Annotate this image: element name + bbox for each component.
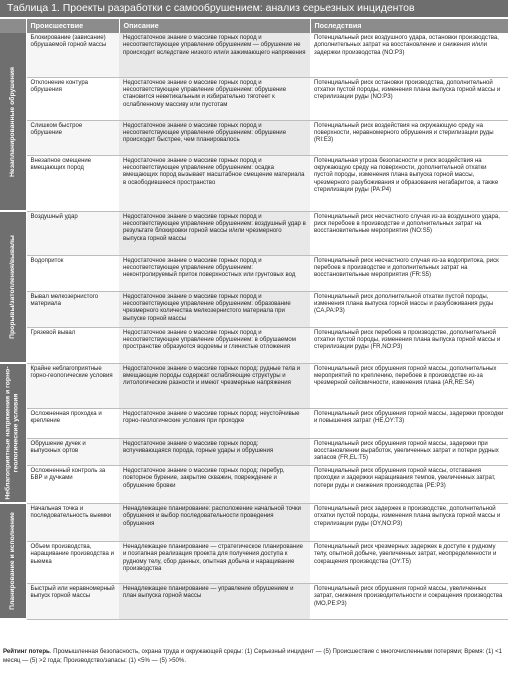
description-cell: Недостаточное знание о массиве горных пород и несоответствующее управление обрушением: осадка вмещающих пород вызывает масштабное смещение материала в освободившееся пространство (119, 155, 310, 211)
incident-cell: Объем производства, наращивание производства и выемка (26, 541, 119, 583)
category-cell (0, 211, 26, 363)
table-title: Таблица 1. Проекты разработки с самообрушением: анализ серьезных инцидентов (0, 0, 508, 17)
header-incident: Происшествие (26, 19, 119, 33)
consequence-cell: Потенциальный риск обрушения горной массы, задержки проходки и повышения затрат (HE,OY:T3) (310, 408, 508, 438)
description-cell: Недостаточное знание о массиве горных пород: перебур, повторное бурение, закрытие скважин, повреждение и обрушение бровки (119, 465, 310, 503)
consequence-cell: Потенциальный риск остановки производства, дополнительной отхатки пустой породы, изменения плана выпуска горной массы и стерилизации руды (NO:P3) (310, 77, 508, 120)
description-cell: Недостаточное знание о массиве горных пород: рудные тела и вмещающие породы содержат ослабляющие структуры и литологические разности и имеют чрезмерные напряжения (119, 363, 310, 408)
header-description: Описание (119, 19, 310, 33)
table-row (0, 120, 508, 155)
table-row (0, 211, 508, 255)
description-cell: Недостаточное знание о массиве горных пород и несоответствующее управление обрушением: обрушение становится неветикальным и избирательно тяготеет к ослабленному массиву или пустотам (119, 77, 310, 120)
header-consequence: Последствия (310, 19, 508, 33)
consequence-cell: Потенциальный риск дополнительной отхатки пустой породы, изменения плана выпуска горной массы и разубоживания руды (CA,PA:P3) (310, 291, 508, 327)
description-cell: Недостаточное знание о массиве горных пород и несоответствующее управление обрушением: неконтролируемый приток поверхностных или грунтовых вод (119, 255, 310, 291)
table-row (0, 33, 508, 77)
consequence-cell: Потенциальный риск несчастного случая из-за водопритока, риск перебоев в производстве и дополнительных затрат на восстановительные мероприятия (FR:S5) (310, 255, 508, 291)
incident-cell: Воздушный удар (26, 211, 119, 255)
table-row (0, 583, 508, 619)
incident-cell: Внезапное смещение вмещающих пород (26, 155, 119, 211)
incident-cell: Быстрый или неравномерный выпуск горной массы (26, 583, 119, 619)
description-cell: Ненадлежащее планирование — управление обрушением и план выпуска горной массы (119, 583, 310, 619)
consequence-cell: Потенциальный риск обрушения горной массы, увеличенных затрат, снижения производительности и сокращения производства (MO,PE:P3) (310, 583, 508, 619)
category-label: Неблагоприятные напряжения и горно-геологические условия (4, 366, 20, 500)
table-row (0, 255, 508, 291)
header-category (0, 19, 26, 33)
incident-cell: Слишком быстрое обрушение (26, 120, 119, 155)
table-row (0, 465, 508, 503)
category-cell (0, 363, 26, 503)
footer-note (3, 648, 505, 665)
description-cell: Недостаточное знание о массиве горных пород и несоответствующее управление обрушением — обрушение не происходит вследствие низкого или/и зажимающего напряжения (119, 33, 310, 77)
description-cell: Недостаточное знание о массиве горных пород: вспучивающаяся порода, горные удары и обрушения (119, 438, 310, 465)
consequence-cell: Потенциальный риск обрушения горной массы, дополнительных мероприятий по креплению, перебоев в производстве из-за чрезмерной сейсмичности, изменения плана (AR,RE:S4) (310, 363, 508, 408)
consequence-cell: Потенциальная угроза безопасности и риск воздействия на окружающую среду на поверхности, дополнительной отхатки пустой породы, изменения плана выпуска горной массы, чрезмерного разубоживания и образования негабаритов, а также стерилизации руды (PA:P4) (310, 155, 508, 211)
description-cell: Недостаточное знание о массиве горных пород и несоответствующее управление обрушением: в обрушаемом пространстве образуются водоемы и глинистые отложения (119, 327, 310, 363)
consequence-cell: Потенциальный риск задержек в производстве, дополнительной отхатки пустой породы, изменения плана выпуска горной массы и стерилизации руды (OY,NO:P3) (310, 503, 508, 541)
table-row (0, 438, 508, 465)
table-row (0, 541, 508, 583)
footer-label: Рейтинг потерь (3, 648, 50, 655)
consequence-cell: Потенциальный риск воздействия на окружающую среду на поверхности, неравномерного обрушения и стерилизации руды (RI:E3) (310, 120, 508, 155)
table-row (0, 408, 508, 438)
description-cell: Ненадлежащее планирование — стратегическое планирование и поэтапная реализация проекта для получения доступа к рудному телу, сбор данных, опытная добыча и наращивание производства (119, 541, 310, 583)
table-header-row (0, 19, 508, 33)
table-body (0, 33, 508, 619)
incident-cell: Осложненный контроль за БВР и дучками (26, 465, 119, 503)
incident-cell: Осложненная проходка и крепление (26, 408, 119, 438)
consequence-cell: Потенциальный риск обрушения горной массы, отставания проходки и задержки наращивания темпов, увеличенных затрат, потери руды и снижения производства (PE:P3) (310, 465, 508, 503)
incident-cell: Блокирование (зависание) обрушаемой горной массы (26, 33, 119, 77)
table-row (0, 77, 508, 120)
incident-cell: Отклонение контура обрушения (26, 77, 119, 120)
incident-cell: Вывал мелкозернистого материала (26, 291, 119, 327)
category-label: Планирование и исполнение (8, 512, 16, 611)
description-cell: Недостаточное знание о массиве горных пород и несоответствующее управление обрушением: обрушение происходит быстрее, чем планировалось (119, 120, 310, 155)
incident-cell: Водоприток (26, 255, 119, 291)
incident-cell: Начальная точка и последовательность выемки (26, 503, 119, 541)
incident-table-container (0, 19, 508, 644)
table-row (0, 155, 508, 211)
incident-cell: Грязевой вывал (26, 327, 119, 363)
description-cell: Ненадлежащее планирование: расположение начальной точки обрушения и выбор последовательности проведения обрушения (119, 503, 310, 541)
table-row (0, 327, 508, 363)
consequence-cell: Потенциальный риск обрушения горной массы, задержки при восстановлении выработок, увеличенных затрат и потери рудных запасов (FR,EL:T5) (310, 438, 508, 465)
incident-table (0, 19, 508, 620)
table-row (0, 503, 508, 541)
consequence-cell: Потенциальный риск воздушного удара, остановки производства, дополнительных затрат на восстановление и снижения и/или задержки производства (NO:P3) (310, 33, 508, 77)
consequence-cell: Потенциальный риск перебоев в производстве, дополнительной отхатки пустой породы, изменения плана выпуска горной массы и стерилизации руды (FR,NO:P3) (310, 327, 508, 363)
table-row (0, 363, 508, 408)
footer-text: . Промышленная безопасность, охрана труда и окружающей среды: (1) Серьезный инцидент — (5) Происшествие с многочисленными потерями; Время: (1) <1 месяц — (5) >2 года; Производство/запасы: (1) <5% — (5) >50%. (3, 648, 503, 664)
consequence-cell: Потенциальный риск несчастного случая из-за воздушного удара, риск перебоев в производстве и дополнительных затрат на восстановительные мероприятия (NO:S5) (310, 211, 508, 255)
description-cell: Недостаточное знание о массиве горных пород и несоответствующее управление обрушением: образование чрезмерного количества мелкозернистого материала при выпуске горной массы (119, 291, 310, 327)
category-label: Прорывы/затопления/вывалы (8, 235, 16, 339)
category-label: Незапланированные обрушения (8, 66, 16, 177)
category-cell (0, 33, 26, 211)
description-cell: Недостаточное знание о массиве горных пород и несоответствующее управление обрушением: воздушный удар в результате блокировки горной массы и/или чрезмерного выпуска горной массы (119, 211, 310, 255)
incident-cell: Обрушение дучек и выпускных ортов (26, 438, 119, 465)
consequence-cell: Потенциальный риск чрезмерных задержек в доступе к рудному телу, опытной добыче, увеличенных затрат, неопределенности и сокращения производства (OY:T5) (310, 541, 508, 583)
description-cell: Недостаточное знание о массиве горных пород: неустойчивые горно-геологические условия при проходке (119, 408, 310, 438)
incident-cell: Крайне неблагоприятные горно-геологические условия (26, 363, 119, 408)
table-row (0, 291, 508, 327)
category-cell (0, 503, 26, 619)
